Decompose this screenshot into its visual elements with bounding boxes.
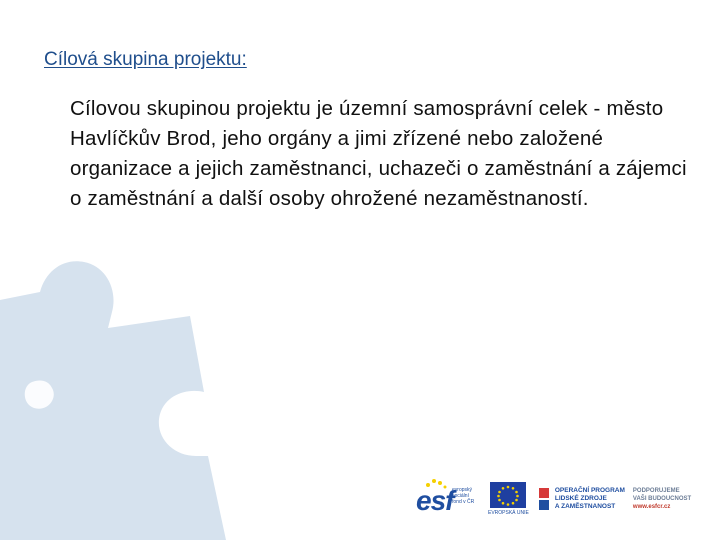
esf-caption-line: sociální (452, 493, 469, 499)
esf-logo (414, 477, 480, 521)
slide-heading: Cílová skupina projektu: (44, 49, 247, 70)
op-logo (537, 486, 625, 512)
op-text-line: OPERAČNÍ PROGRAM (554, 487, 625, 494)
esf-logo-text: esf (416, 485, 454, 516)
eu-caption: EVROPSKÁ UNIE (488, 510, 529, 516)
op-text-line: A ZAMĚSTNANOST (554, 503, 616, 510)
op-text-line: LIDSKÉ ZDROJE (554, 495, 607, 502)
esf-caption (452, 487, 482, 505)
footer-logos (414, 474, 704, 524)
esf-caption-line: fond v ČR (452, 499, 475, 505)
eu-flag-icon (490, 482, 526, 508)
eu-logo (488, 482, 529, 516)
slide-body-text: Cílovou skupinou projektu je územní samosprávní celek - město Havlíčkův Brod, jeho orgány a jimi zřízené nebo založené organizace a jejich zaměstnanci, uchazeči o zaměstnání a zájemci o zaměstnání a další osoby ohrožené nezaměstnaností. (70, 97, 687, 210)
support-slogan (633, 487, 691, 511)
support-line: VAŠI BUDOUCNOST (632, 496, 692, 502)
op-person-icon (537, 486, 551, 512)
support-url-link[interactable]: www.esfcr.cz (632, 504, 671, 510)
esf-caption-line: evropský (452, 487, 473, 493)
op-text (555, 487, 625, 511)
support-line: PODPORUJEME (632, 488, 680, 494)
